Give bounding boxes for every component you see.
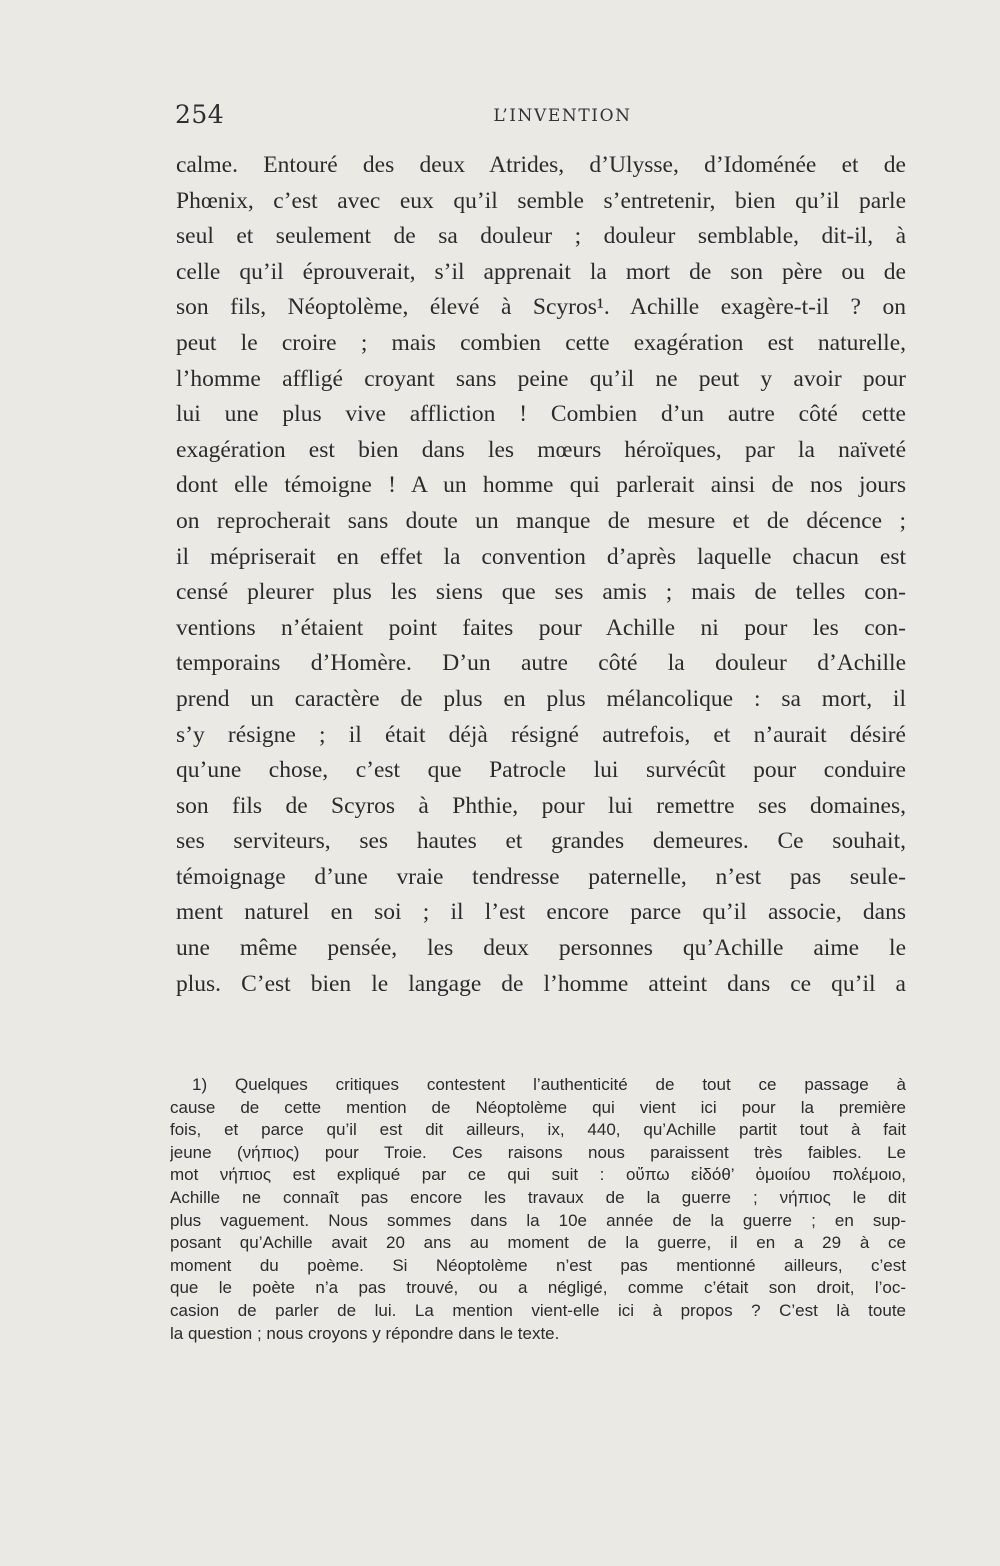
footnote-line: 1) Quelques critiques contestent l’authenticité de tout ce passage à [192,1075,906,1094]
footnote-line: moment du poème. Si Néoptolème n’est pas mentionné ailleurs, c’est [170,1255,906,1275]
body-line: lui une plus vive affliction ! Combien d’un autre côté cette [176,401,906,428]
body-line: s’y résigne ; il était déjà résigné autrefois, et n’aurait désiré [176,721,906,748]
body-line: calme. Entouré des deux Atrides, d’Ulysse, d’Idoménée et de [176,152,906,178]
body-line: ment naturel en soi ; il l’est encore parce qu’il associe, dans [176,899,906,926]
body-line: on reprocherait sans doute un manque de mesure et de décence ; [176,507,906,534]
body-line: une même pensée, les deux personnes qu’Achille aime le [176,935,906,962]
body-line: il mépriserait en effet la convention d’après laquelle chacun est [176,543,906,570]
footnote-line: plus vaguement. Nous sommes dans la 10e année de la guerre ; en sup- [170,1210,906,1230]
footnote-line: cause de cette mention de Néoptolème qui vient ici pour la première [170,1097,906,1117]
body-line: censé pleurer plus les siens que ses amis ; mais de telles con- [176,579,906,606]
footnote-line: la question ; nous croyons y répondre dans le texte. [170,1323,560,1343]
body-line: l’homme affligé croyant sans peine qu’il ne peut y avoir pour [176,365,906,392]
body-line: temporains d’Homère. D’un autre côté la douleur d’Achille [176,650,906,677]
footnote-line: Achille ne connaît pas encore les travaux de la guerre ; νήπιος le dit [170,1187,906,1207]
running-head [175,100,910,140]
footnote [170,1074,906,1345]
body-line: celle qu’il éprouverait, s’il apprenait la mort de son père ou de [176,258,906,285]
body-line: plus. C’est bien le langage de l’homme atteint dans ce qu’il a [176,970,906,997]
body-line: dont elle témoigne ! A un homme qui parlerait ainsi de nos jours [176,472,906,499]
footnote-line: mot νήπιος est expliqué par ce qui suit : οὔπω εἰδόθ’ ὁμοιίου πολέμοιο, [170,1165,906,1185]
body-line: son fils de Scyros à Phthie, pour lui remettre ses domaines, [176,792,906,819]
body-line: ses serviteurs, ses hautes et grandes demeures. Ce souhait, [176,828,906,855]
footnote-line: casion de parler de lui. La mention vient-elle ici à propos ? C’est là toute [170,1300,906,1320]
body-line: Phœnix, c’est avec eux qu’il semble s’entretenir, bien qu’il parle [176,187,906,214]
footnote-line: jeune (νήπιος) pour Troie. Ces raisons nous paraissent très faibles. Le [170,1142,906,1162]
page-number: 254 [175,100,225,129]
body-line: seul et seulement de sa douleur ; douleur semblable, dit-il, à [176,223,906,250]
body-text [176,148,906,1002]
body-line: peut le croire ; mais combien cette exagération est naturelle, [176,329,906,356]
footnote-line: posant qu’Achille avait 20 ans au moment de la guerre, il en a 29 à ce [170,1233,906,1253]
body-line: ventions n’étaient point faites pour Achille ni pour les con- [176,614,906,641]
body-line: exagération est bien dans les mœurs héroïques, par la naïveté [176,436,906,463]
body-line: qu’une chose, c’est que Patrocle lui survécût pour conduire [176,757,906,784]
running-title: L’INVENTION [493,106,632,126]
footnote-line: fois, et parce qu’il est dit ailleurs, ix, 440, qu’Achille partit tout à fait [170,1120,906,1140]
body-line: son fils, Néoptolème, élevé à Scyros¹. Achille exagère-t-il ? on [176,294,906,321]
body-line: prend un caractère de plus en plus mélancolique : sa mort, il [176,685,906,712]
body-line: témoignage d’une vraie tendresse paternelle, n’est pas seule- [176,863,906,890]
footnote-line: que le poète n’a pas trouvé, ou a négligé, comme c’était son droit, l’oc- [170,1278,906,1298]
